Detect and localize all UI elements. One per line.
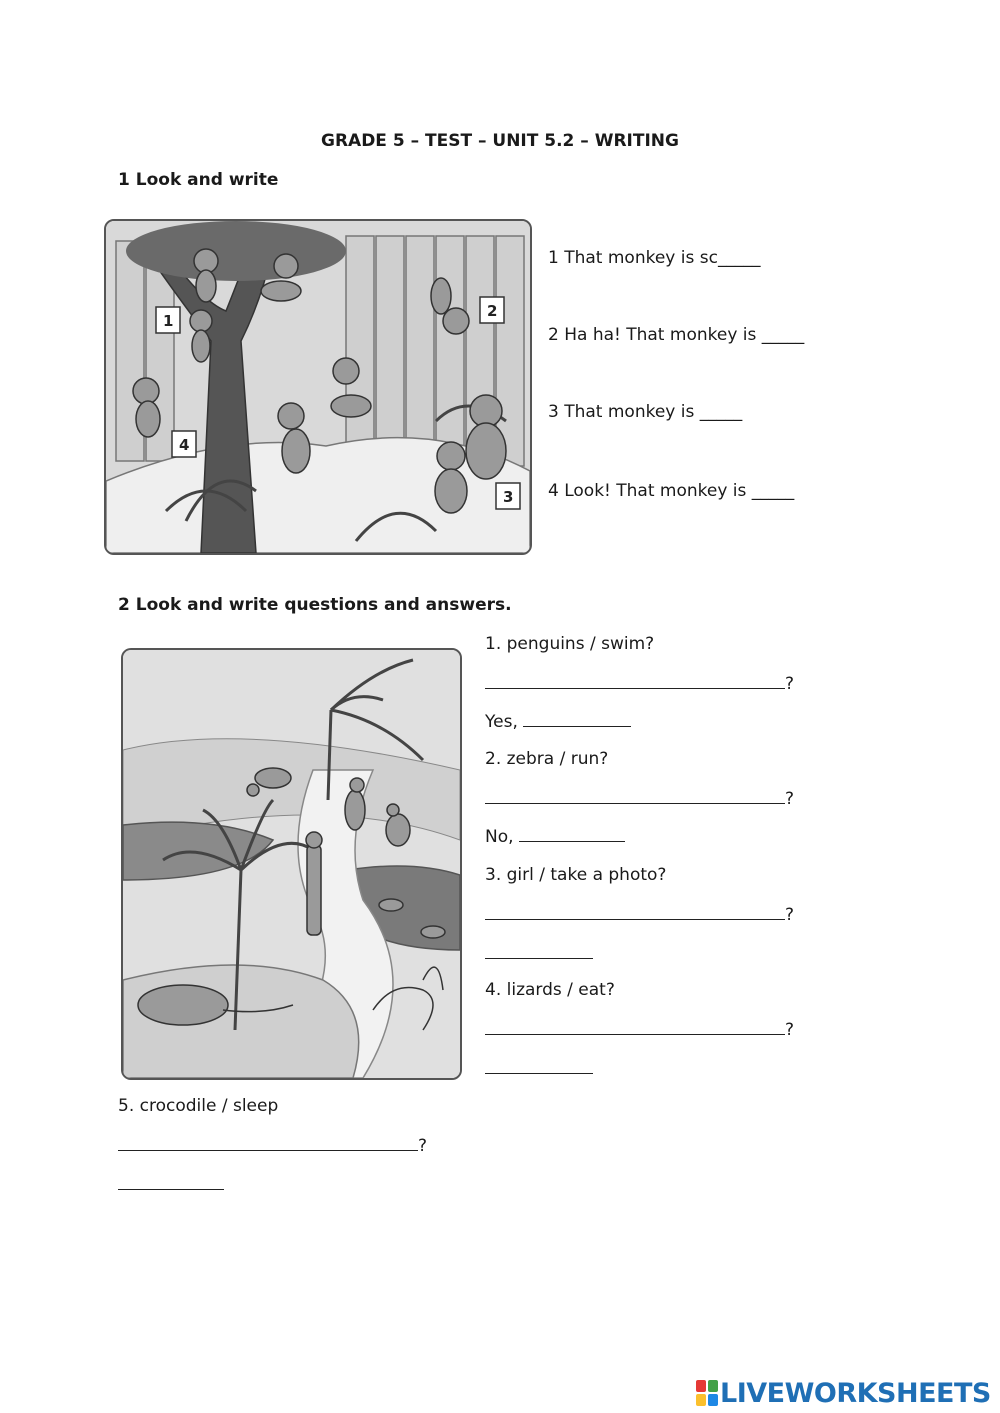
s2-item-4-answer-blank[interactable] xyxy=(485,1058,593,1074)
s2-item-4-prompt: 4. lizards / eat? xyxy=(485,980,615,1000)
s2-item-2-question xyxy=(485,788,794,809)
picture-label-2: 2 xyxy=(487,302,498,320)
s1-item-3-text: 3 That monkey is xyxy=(548,402,700,422)
s1-item-1-text: 1 That monkey is sc xyxy=(548,248,718,268)
jungle-monkeys-picture xyxy=(104,219,532,555)
s1-item-2-blank[interactable]: _____ xyxy=(761,325,805,345)
s2-item-1-answer-prefix: Yes, xyxy=(485,712,524,732)
s2-item-3-question-blank[interactable] xyxy=(485,904,785,920)
s2-item-3-answer xyxy=(485,943,593,964)
s2-item-5-answer xyxy=(118,1174,224,1195)
s1-item-4 xyxy=(548,481,794,501)
question-mark: ? xyxy=(785,674,795,694)
s2-item-2-question-blank[interactable] xyxy=(485,788,785,804)
question-mark: ? xyxy=(785,789,795,809)
s2-item-2-prompt: 2. zebra / run? xyxy=(485,749,609,769)
s2-item-5-prompt: 5. crocodile / sleep xyxy=(118,1096,279,1116)
s1-item-3-blank[interactable]: _____ xyxy=(699,402,743,422)
question-mark: ? xyxy=(785,1020,795,1040)
s2-item-4-question xyxy=(485,1019,794,1040)
picture-label-4: 4 xyxy=(179,436,190,454)
s2-item-5-answer-blank[interactable] xyxy=(118,1174,224,1190)
s1-item-2-text: 2 Ha ha! That monkey is xyxy=(548,325,762,345)
s1-item-2 xyxy=(548,325,804,345)
s2-item-5-question-blank[interactable] xyxy=(118,1135,418,1151)
s2-item-3-question xyxy=(485,904,794,925)
logo-mark-icon xyxy=(696,1380,718,1406)
s1-item-1-blank[interactable]: _____ xyxy=(717,248,761,268)
page-title: GRADE 5 – TEST – UNIT 5.2 – WRITING xyxy=(321,131,679,151)
question-mark: ? xyxy=(418,1136,428,1156)
logo-text: LIVEWORKSHEETS xyxy=(720,1377,991,1409)
s2-item-1-question-blank[interactable] xyxy=(485,673,785,689)
s2-item-5-question xyxy=(118,1135,427,1156)
s2-item-3-answer-blank[interactable] xyxy=(485,943,593,959)
s2-item-1-question xyxy=(485,673,794,694)
s2-item-2-answer-blank[interactable] xyxy=(519,826,625,842)
s1-item-4-blank[interactable]: _____ xyxy=(751,481,795,501)
s2-item-1-answer xyxy=(485,711,631,732)
s2-item-2-answer xyxy=(485,826,625,847)
section1-heading: 1 Look and write xyxy=(118,170,279,190)
s2-item-4-answer xyxy=(485,1058,593,1079)
picture-label-1: 1 xyxy=(163,312,174,330)
s1-item-4-text: 4 Look! That monkey is xyxy=(548,481,752,501)
s2-item-1-answer-blank[interactable] xyxy=(523,711,631,727)
liveworksheets-logo xyxy=(696,1378,991,1408)
s1-item-1 xyxy=(548,248,760,268)
s2-item-4-question-blank[interactable] xyxy=(485,1019,785,1035)
s1-item-3 xyxy=(548,402,742,422)
section2-heading: 2 Look and write questions and answers. xyxy=(118,595,512,615)
s2-item-3-prompt: 3. girl / take a photo? xyxy=(485,865,667,885)
picture-label-3: 3 xyxy=(503,488,514,506)
zoo-animals-picture xyxy=(121,648,462,1080)
s2-item-1-prompt: 1. penguins / swim? xyxy=(485,634,655,654)
question-mark: ? xyxy=(785,905,795,925)
s2-item-2-answer-prefix: No, xyxy=(485,827,519,847)
